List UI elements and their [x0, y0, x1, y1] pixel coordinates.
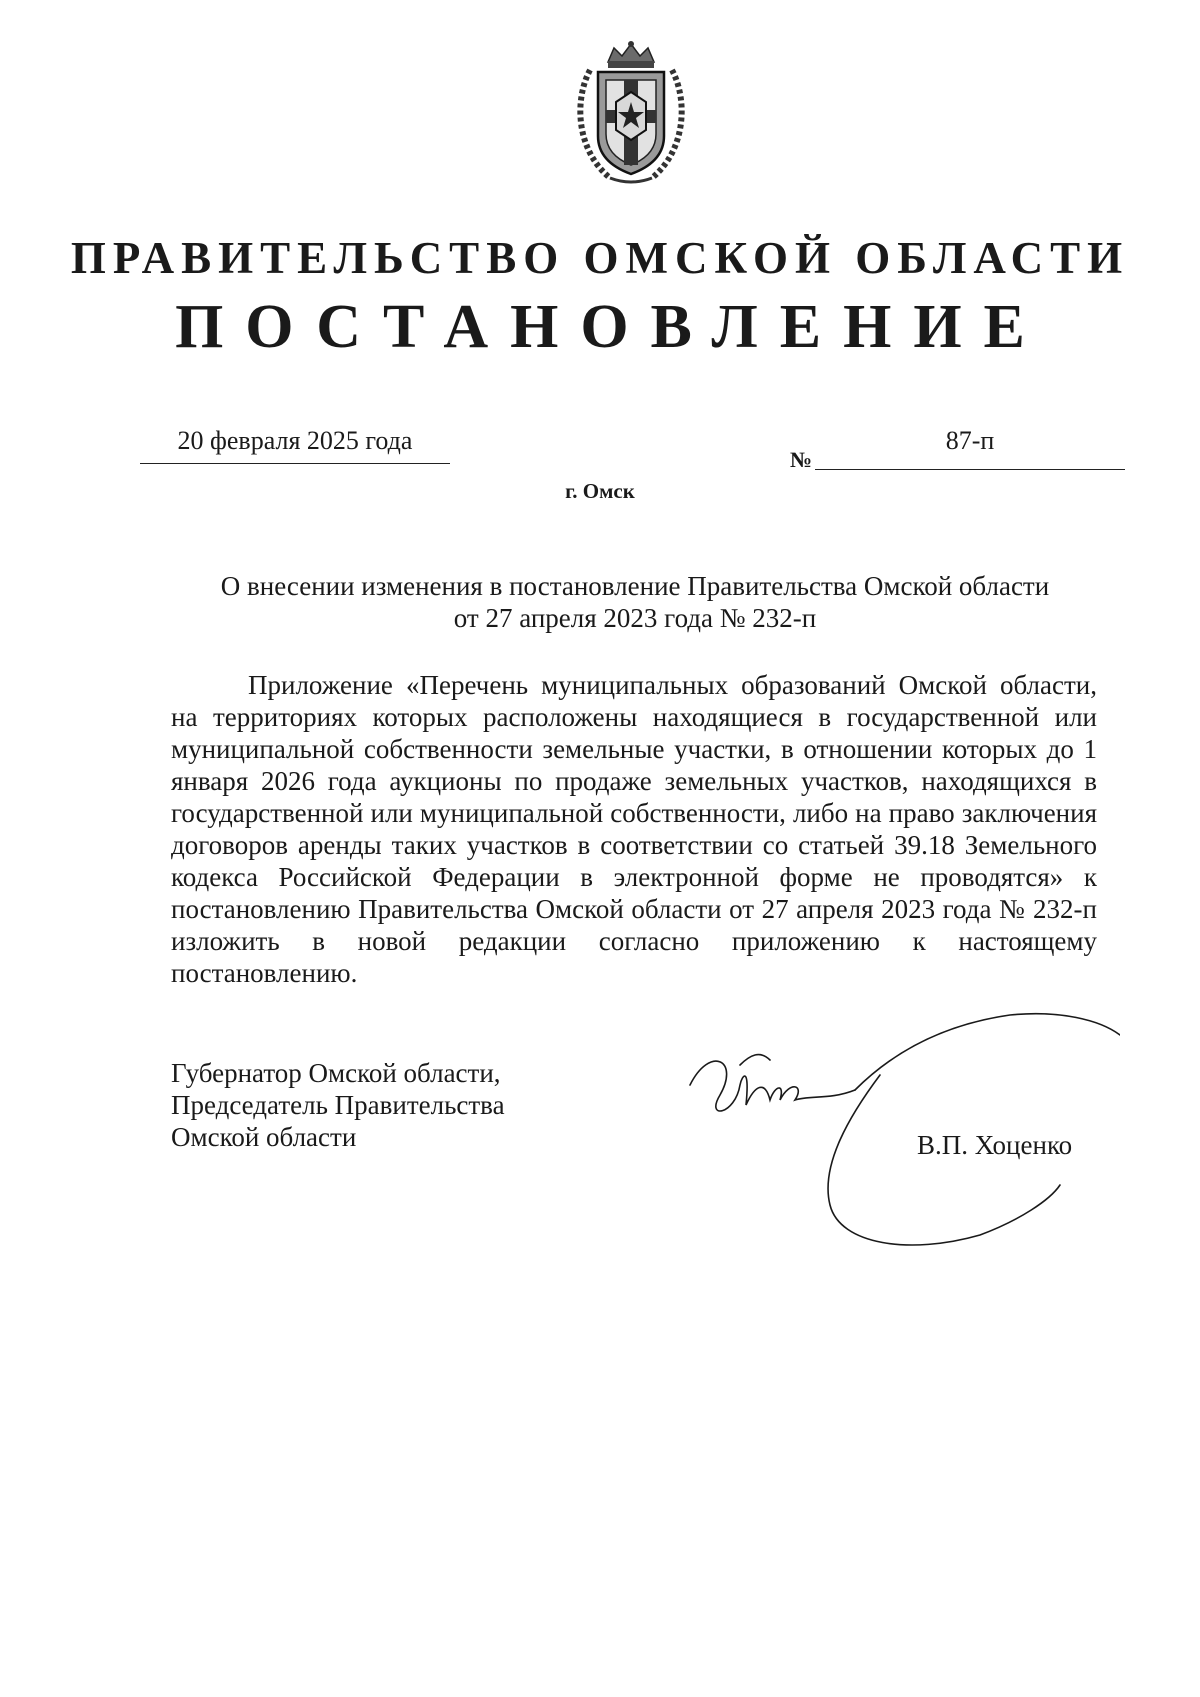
coat-of-arms-icon — [570, 40, 692, 186]
document-title — [170, 570, 1100, 634]
position-line-1: Губернатор Омской области, — [171, 1058, 501, 1088]
document-number: 87-п — [945, 426, 995, 455]
date-underline — [140, 463, 450, 464]
document-type: ПОСТАНОВЛЕНИЕ — [175, 293, 1047, 361]
organization-name: ПРАВИТЕЛЬСТВО ОМСКОЙ ОБЛАСТИ — [70, 233, 1130, 283]
document-date: 20 февраля 2025 года — [177, 426, 413, 455]
title-line-2: от 27 апреля 2023 года № 232-п — [453, 603, 817, 633]
title-line-1: О внесении изменения в постановление Правительства Омской области — [220, 571, 1050, 601]
number-underline — [815, 469, 1125, 470]
document-city: г. Омск — [565, 479, 635, 503]
position-line-3: Омской области — [171, 1122, 357, 1152]
number-sign: № — [790, 447, 813, 472]
position-line-2: Председатель Правительства — [171, 1090, 505, 1120]
signatory-position — [171, 1057, 505, 1153]
signatory-name: В.П. Хоценко — [917, 1130, 1073, 1160]
body-paragraph: Приложение «Перечень муниципальных образований Омской области, на территориях которых расположены находящиеся в государственной или муниципальной собственности земельные участки, в отношении которых до 1 января 2026 года аукционы по продаже земельных участков, находящихся в государственной или муниципальной собственности, либо на право заключения договоров аренды таких участков в соответствии со статьей 39.18 Земельного кодекса Российской Федерации в электронной форме не проводятся» к постановлению Правительства Омской области от 27 апреля 2023 года № 232-п изложить в новой редакции согласно приложению к настоящему постановлению. — [171, 670, 1097, 988]
